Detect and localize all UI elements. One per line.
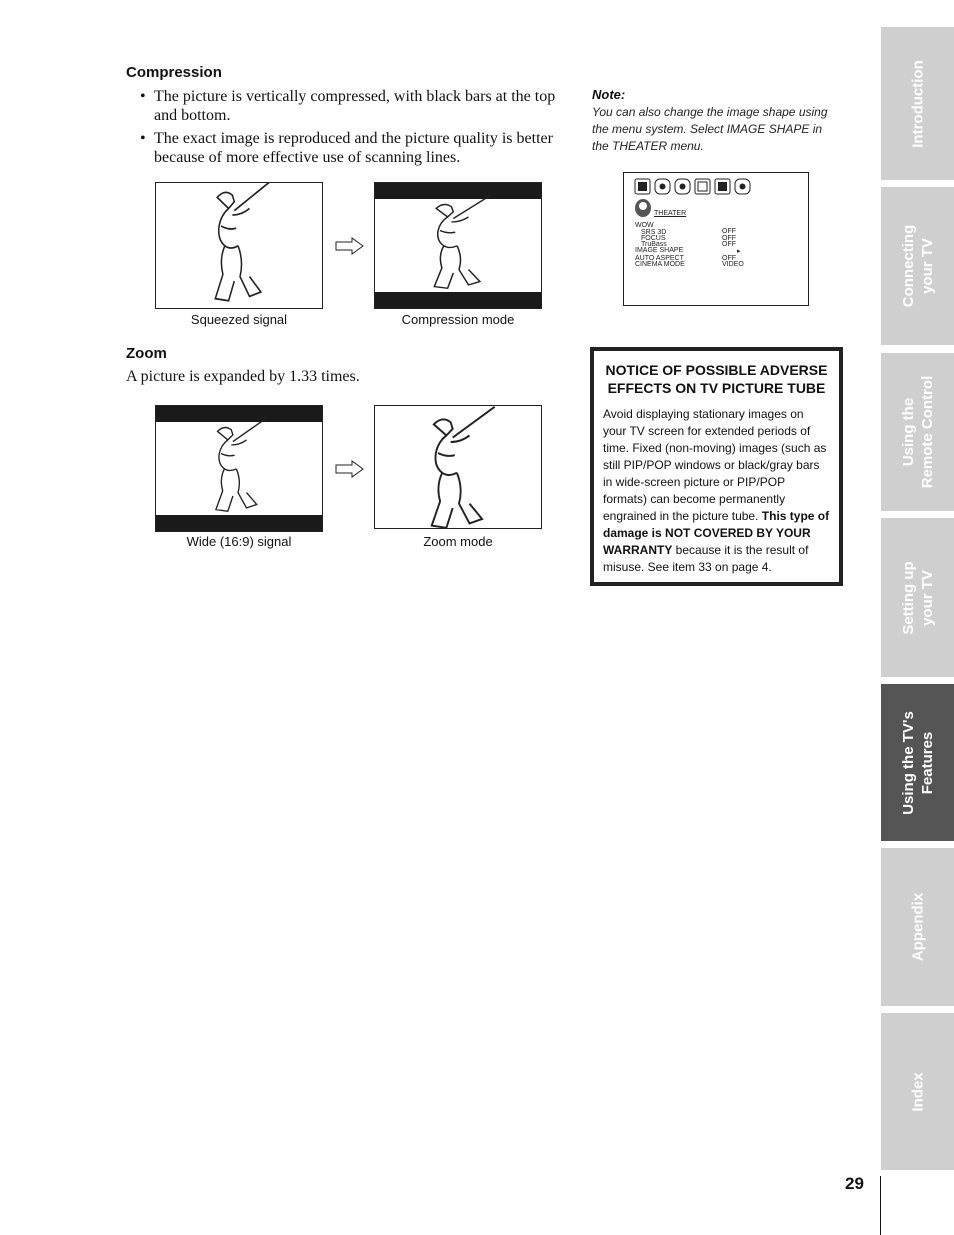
batter-illustration — [375, 406, 542, 529]
menu-row-value: ▸ — [737, 248, 741, 255]
notice-title — [594, 361, 839, 397]
menu-row-label: SRS 3D — [641, 229, 667, 236]
caption-squeezed-signal: Squeezed signal — [190, 312, 288, 327]
tab-label: Using the TV's — [899, 710, 917, 815]
menu-row-value: VIDEO — [722, 261, 744, 268]
notice-box — [590, 347, 843, 586]
zoom-mode-image — [374, 405, 542, 529]
tab-setting-up-your-tv[interactable] — [881, 518, 954, 677]
theater-icon — [634, 198, 652, 218]
zoom-heading: Zoom — [126, 345, 167, 362]
menu-row-value: OFF — [722, 255, 736, 262]
tab-label: Connecting — [899, 224, 917, 308]
tab-label: Appendix — [909, 892, 926, 962]
notice-body-text: Avoid displaying stationary images on your TV screen for extended periods of time. Fixed (non-moving) images (such as still PIP/POP windows or black/gray bars in wide-screen picture or PIP/POP formats) can become permanently engrained in the picture tube. — [603, 407, 827, 523]
menu-section-label: THEATER — [654, 210, 687, 217]
tab-label: Features — [918, 731, 936, 794]
notice-title-line-1: NOTICE OF POSSIBLE ADVERSE — [605, 362, 828, 378]
menu-row-value: OFF — [722, 235, 736, 242]
compression-bullet-2: • The exact image is reproduced and the picture quality is better because of more effective use of scanning lines. — [126, 129, 558, 167]
caption-zoom-mode: Zoom mode — [423, 534, 493, 549]
tab-label: Setting up — [899, 560, 917, 635]
batter-illustration — [156, 183, 323, 309]
caption-compression-mode: Compression mode — [401, 312, 515, 327]
menu-row-value: OFF — [722, 241, 736, 248]
notice-body-warranty: This type of damage is NOT COVERED BY YOUR WARRANTY — [603, 509, 830, 557]
squeezed-signal-image — [155, 182, 323, 309]
note-body: You can also change the image shape using the menu system. Select IMAGE SHAPE in the THEATER menu. — [592, 105, 828, 153]
menu-row-label: IMAGE SHAPE — [635, 247, 684, 254]
tab-label: Using the — [899, 397, 917, 467]
wide-signal-image — [155, 405, 323, 532]
batter-illustration — [375, 183, 542, 309]
page-number: 29 — [845, 1174, 864, 1193]
zoom-text: A picture is expanded by 1.33 times. — [126, 368, 360, 385]
batter-illustration — [156, 406, 323, 532]
tab-connecting-your-tv[interactable] — [881, 187, 954, 345]
menu-row-label: TruBass — [641, 241, 667, 248]
note-title: Note: — [592, 87, 626, 102]
notice-body — [603, 406, 830, 576]
menu-row-value: OFF — [722, 228, 736, 235]
tab-label: your TV — [918, 569, 936, 626]
arrow-right-icon — [335, 237, 365, 255]
theater-menu-screen — [623, 172, 809, 306]
page-divider-line — [880, 1176, 881, 1235]
arrow-right-icon — [335, 460, 365, 478]
menu-row-label: WOW — [635, 222, 654, 229]
notice-body-tail: because it is the result of misuse. See item 33 on page 4. — [603, 543, 809, 574]
tab-index[interactable] — [881, 1013, 954, 1170]
menu-row-label: FOCUS — [641, 235, 666, 242]
compression-bullet-list — [126, 87, 558, 171]
caption-wide-signal: Wide (16:9) signal — [186, 534, 292, 549]
compression-mode-image — [374, 182, 542, 309]
compression-heading: Compression — [126, 64, 222, 81]
notice-title-line-2: EFFECTS ON TV PICTURE TUBE — [607, 380, 826, 396]
tab-using-the-tvs-features[interactable] — [881, 684, 954, 841]
compression-bullet-1: • The picture is vertically compressed, with black bars at the top and bottom. — [126, 87, 558, 125]
menu-row-label: CINEMA MODE — [635, 261, 685, 268]
tab-appendix[interactable] — [881, 848, 954, 1006]
menu-icon-row — [634, 178, 754, 196]
tab-label: your TV — [918, 238, 936, 294]
menu-row-label: AUTO ASPECT — [635, 255, 684, 262]
tab-label: Index — [909, 1071, 926, 1112]
tab-using-the-remote-control[interactable] — [881, 353, 954, 511]
tab-label: Remote Control — [918, 375, 936, 489]
tab-introduction[interactable] — [881, 27, 954, 180]
tab-label: Introduction — [909, 59, 926, 148]
